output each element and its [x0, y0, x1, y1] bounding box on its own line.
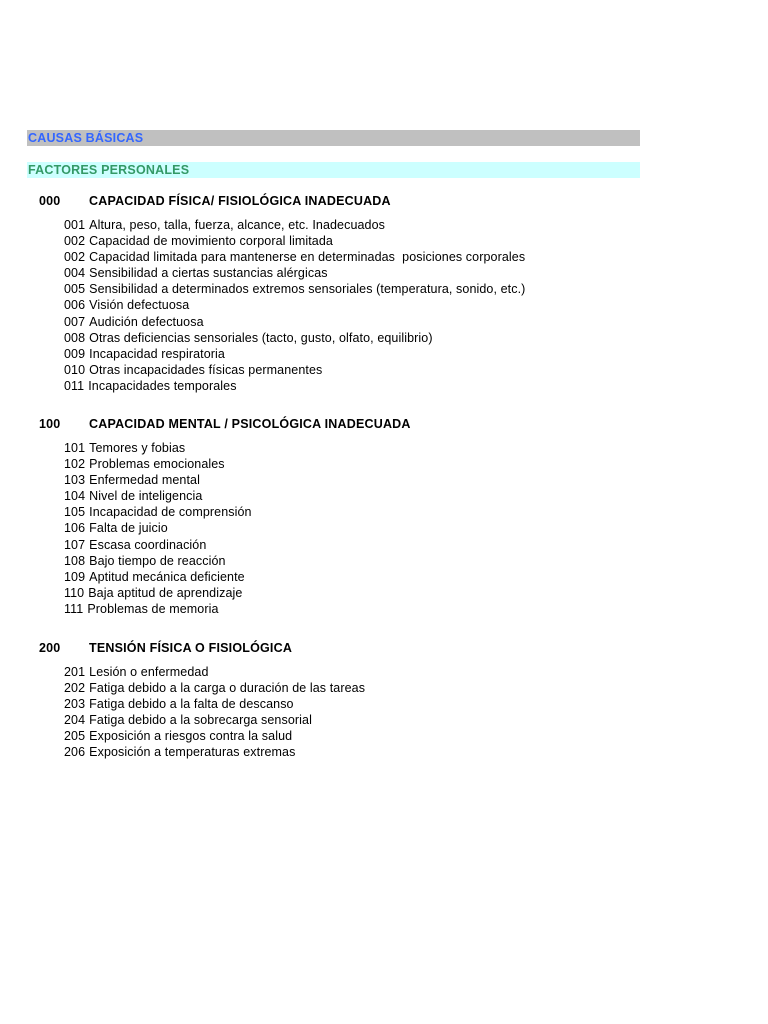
- section-title: CAPACIDAD MENTAL / PSICOLÓGICA INADECUADA: [89, 417, 411, 431]
- item-text: Baja aptitud de aprendizaje: [88, 585, 243, 600]
- list-item: [64, 362, 525, 378]
- list-item: [64, 537, 252, 553]
- item-code: 006: [64, 298, 86, 313]
- list-item: [64, 265, 525, 281]
- item-text: Otras deficiencias sensoriales (tacto, gusto, olfato, equilibrio): [89, 330, 433, 345]
- item-text: Exposición a riesgos contra la salud: [89, 729, 293, 744]
- item-text: Problemas emocionales: [89, 457, 225, 472]
- section-code: 200: [39, 641, 61, 655]
- list-item: [64, 553, 252, 569]
- item-code: 007: [64, 314, 86, 329]
- item-code: 010: [64, 362, 86, 377]
- item-code: 203: [64, 697, 86, 712]
- item-text: Fatiga debido a la carga o duración de las tareas: [89, 681, 366, 696]
- item-code: 109: [64, 569, 86, 584]
- item-text: Incapacidades temporales: [88, 378, 237, 393]
- item-code: 104: [64, 489, 86, 504]
- item-code: 106: [64, 521, 86, 536]
- item-code: 110: [64, 585, 85, 600]
- item-code: 101: [64, 441, 86, 455]
- item-text: Enfermedad mental: [89, 473, 200, 488]
- list-item: [64, 378, 525, 394]
- section-code: 000: [39, 194, 61, 208]
- list-item: [64, 488, 252, 504]
- section-100: [39, 416, 639, 616]
- item-code: 005: [64, 282, 86, 297]
- item-code: 206: [64, 745, 86, 760]
- item-code: 002: [64, 234, 86, 249]
- list-item: [64, 346, 525, 362]
- list-item: [64, 744, 365, 760]
- list-item: [64, 696, 365, 712]
- item-code: 108: [64, 553, 86, 568]
- list-item: [64, 233, 525, 249]
- item-text: Visión defectuosa: [89, 298, 190, 313]
- item-text: Otras incapacidades físicas permanentes: [89, 362, 323, 377]
- item-code: 009: [64, 346, 86, 361]
- item-code: 004: [64, 266, 86, 281]
- item-text: Exposición a temperaturas extremas: [89, 745, 296, 760]
- list-item: [64, 472, 252, 488]
- list-item: [64, 440, 252, 456]
- item-code: 001: [64, 218, 86, 232]
- section-code: 100: [39, 417, 61, 431]
- item-text: Incapacidad respiratoria: [89, 346, 225, 361]
- item-text: Audición defectuosa: [89, 314, 204, 329]
- item-list: [64, 440, 252, 617]
- item-text: Aptitud mecánica deficiente: [89, 569, 245, 584]
- section-title: CAPACIDAD FÍSICA/ FISIOLÓGICA INADECUADA: [89, 194, 391, 208]
- item-code: 002: [64, 250, 86, 265]
- list-item: [64, 281, 525, 297]
- item-text: Capacidad de movimiento corporal limitada: [89, 234, 333, 249]
- list-item: [64, 520, 252, 536]
- item-text: Altura, peso, talla, fuerza, alcance, etc. Inadecuados: [89, 218, 386, 232]
- causas-basicas-header: CAUSAS BÁSICAS: [27, 130, 640, 146]
- list-item: [64, 249, 525, 265]
- list-item: [64, 217, 525, 233]
- item-code: 011: [64, 378, 85, 393]
- factores-personales-header: FACTORES PERSONALES: [27, 162, 640, 178]
- item-code: 105: [64, 505, 86, 520]
- section-header: [39, 416, 639, 432]
- item-text: Sensibilidad a ciertas sustancias alérgicas: [89, 266, 328, 281]
- list-item: [64, 569, 252, 585]
- list-item: [64, 314, 525, 330]
- list-item: [64, 504, 252, 520]
- section-title: TENSIÓN FÍSICA O FISIOLÓGICA: [89, 641, 293, 655]
- list-item: [64, 664, 365, 680]
- list-item: [64, 601, 252, 617]
- item-text: Falta de juicio: [89, 521, 168, 536]
- item-text: Escasa coordinación: [89, 537, 207, 552]
- item-text: Temores y fobias: [89, 441, 186, 455]
- item-code: 102: [64, 457, 86, 472]
- list-item: [64, 297, 525, 313]
- item-text: Nivel de inteligencia: [89, 489, 203, 504]
- item-code: 107: [64, 537, 86, 552]
- list-item: [64, 680, 365, 696]
- item-text: Problemas de memoria: [87, 601, 219, 616]
- item-list: [64, 217, 525, 394]
- section-000: [39, 193, 639, 393]
- item-code: 008: [64, 330, 86, 345]
- item-code: 202: [64, 681, 86, 696]
- item-code: 201: [64, 665, 86, 679]
- section-200: [39, 640, 639, 760]
- section-header: [39, 193, 639, 209]
- item-text: Bajo tiempo de reacción: [89, 553, 226, 568]
- item-text: Capacidad limitada para mantenerse en determinadas posiciones corporales: [89, 250, 526, 265]
- item-code: 103: [64, 473, 86, 488]
- list-item: [64, 585, 252, 601]
- section-header: [39, 640, 639, 656]
- item-code: 111: [64, 601, 84, 616]
- item-text: Sensibilidad a determinados extremos sensoriales (temperatura, sonido, etc.): [89, 282, 526, 297]
- list-item: [64, 728, 365, 744]
- list-item: [64, 456, 252, 472]
- list-item: [64, 330, 525, 346]
- list-item: [64, 712, 365, 728]
- item-text: Lesión o enfermedad: [89, 665, 209, 679]
- item-text: Fatiga debido a la sobrecarga sensorial: [89, 713, 312, 728]
- item-text: Fatiga debido a la falta de descanso: [89, 697, 294, 712]
- item-text: Incapacidad de comprensión: [89, 505, 252, 520]
- item-code: 204: [64, 713, 86, 728]
- item-list: [64, 664, 365, 761]
- item-code: 205: [64, 729, 86, 744]
